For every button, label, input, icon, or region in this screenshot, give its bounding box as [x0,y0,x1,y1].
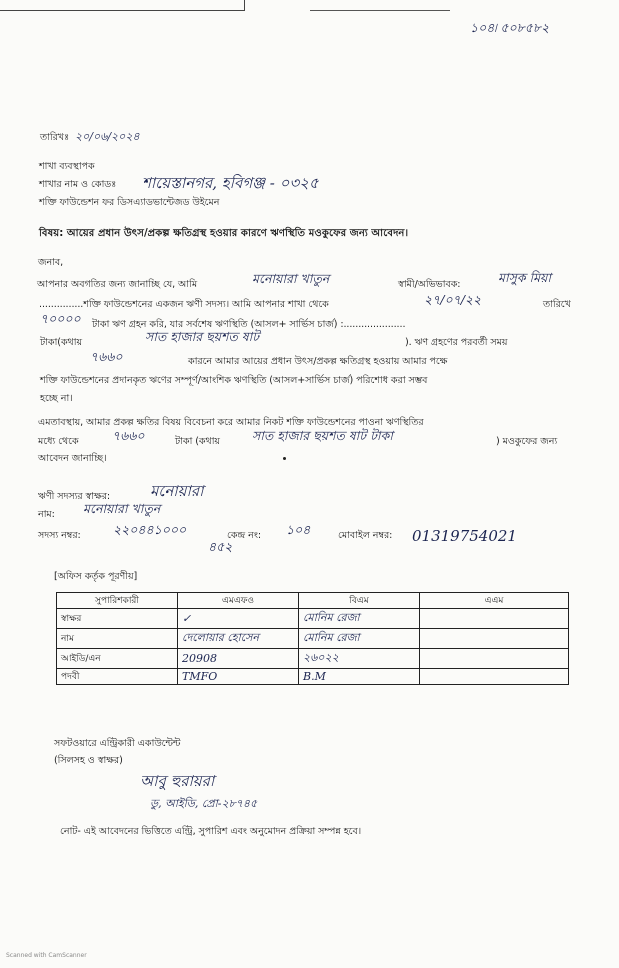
row-label-designation: পদবী [57,669,178,685]
body-p2-line-1: এমতাবস্থায়, আমার প্রকল্প ক্ষতির বিষয় বিবেচনা করে আমার নিকট শক্তি ফাউন্ডেশনের পাওনা ঋণস্থিতির [38,417,424,428]
damage-amount: ৭৬৬০ [90,349,123,364]
am-designation [420,669,569,685]
mfo-signature: ✓ [178,609,299,629]
body-line-3: টাকা ঋণ গ্রহন করি, যার সর্বশেষ ঋণস্থিতি (আসল+ সার্ভিস চার্জ) :..................... [92,319,406,330]
header-recommender: সুপারিশকারী [57,593,178,609]
scanner-watermark: Scanned with CamScanner [6,952,87,959]
member-name: মনোয়ারা খাতুন [83,501,161,516]
body-line-4a: টাকা(কথায় [40,337,83,348]
row-label-signature: স্বাক্ষর [57,609,178,629]
subject-line: বিষয়: আয়ের প্রধান উৎস/প্রকল্প ক্ষতিগ্রস্থ হওয়ার কারণে ঋণস্থিতি মওকুফের জন্য আবেদন। [39,228,409,239]
guardian-name: মাসুক মিয়া [498,270,552,285]
body-p2-line-2b: টাকা (কথায় [175,436,220,447]
body-line-5: কারনে আমার আয়ের প্রধান উৎস/প্রকল্প ক্ষতিগ্রস্থ হওয়ায় আমার পক্ষে [188,356,448,367]
accountant-title: সফটওয়ারে এন্ট্রিকারী একাউন্টেন্ট [54,738,181,749]
footer-note: নোট- এই আবেদনের ভিত্তিতে এন্ট্রি, সুপারিশ এবং অনুমোদন প্রক্রিয়া সম্পন্ন হবে। [60,826,362,837]
salutation: জনাব, [38,257,64,268]
office-section-title: [অফিস কর্তৃক পূরণীয়] [54,571,138,582]
row-label-id: আইডি/এন [57,649,178,669]
recipient-title: শাখা ব্যবস্থাপক [39,161,95,172]
body-line-1b: স্বামী/অভিভাবক: [398,279,461,290]
bm-signature: মোনিম রেজা [299,609,420,629]
member-signature-label: ঋণী সদস্যর স্বাক্ষর: [38,491,111,502]
body-p2-line-2a: মধ্যে থেকে [38,436,79,447]
body-line-1a: আপনার অবগতির জন্য জানাচ্ছি যে, আমি [37,279,198,290]
date-value: ২০/০৬/২০২৪ [75,130,140,143]
kendra-number: ১০৪ [286,522,311,537]
scan-edge-tick [244,0,245,11]
table-row [57,669,569,685]
office-table [56,592,569,685]
branch-label: শাখার নাম ও কোডঃ [39,179,117,190]
table-row [57,629,569,649]
header-bm: বিএম [299,593,420,609]
row-label-name: নাম [57,629,178,649]
branch-value: শায়েস্তানগর, হবিগঞ্জ - ০৩২৫ [142,174,319,192]
date-label: তারিখঃ [40,132,70,143]
header-mfo: এমএফও [178,593,299,609]
header-am: এএম [420,593,569,609]
bm-id: ২৬০২২ [299,649,420,669]
bm-name: মোনিম রেজা [299,629,420,649]
accountant-subtitle: (সিলসহ ও স্বাক্ষর) [54,755,123,766]
applicant-name: মনোয়ারা খাতুন [252,271,330,286]
am-signature [420,609,569,629]
mfo-id: 20908 [178,649,299,669]
body-line-7: হচ্ছে না। [40,393,73,404]
body-line-6: শক্তি ফাউন্ডেশনের প্রদানকৃত ঋণের সম্পূর্ণ/আংশিক ঋণস্থিতি (আসল+সার্ভিস চার্জ) পরিশোধ করা সম্ভব [40,375,428,386]
mfo-designation: TMFO [178,669,299,685]
scan-edge-line [0,10,245,11]
body-p2-line-2c: ) মওকুফের জন্য [496,436,558,447]
body-line-2b: তারিখে [543,299,571,310]
mfo-name: দেলোয়ার হোসেন [178,629,299,649]
member-number-label: সদস্য নম্বর: [38,530,81,541]
scan-edge-line-right [310,10,450,11]
member-name-label: নাম: [38,509,55,520]
kendra-label: কেন্দ্র নং: [227,530,262,541]
ink-dot [283,457,286,460]
table-row [57,649,569,669]
am-id [420,649,569,669]
body-line-4b: ). ঋণ গ্রহণের পরবর্তী সময় [405,337,508,348]
body-p2-line-3: আবেদন জানাচ্ছি। [38,453,107,464]
member-number-extra: ৪৫২ [208,539,233,554]
organization-name: শক্তি ফাউন্ডেশন ফর ডিসএ্যাডভান্টেজড উইমেন [39,197,220,208]
reference-note: ১০৪৷ ৫০৮৫৮২ [470,20,550,35]
accountant-signature: আবু হুরায়রা [140,772,215,790]
waiver-amount: ৭৬৬০ [112,428,145,443]
bm-designation: B.M [299,669,420,685]
balance-in-words: সাত হাজার ছয়শত ষাট [145,329,260,344]
accountant-id: ডু, আইডি, প্রো-২৮৭৪৫ [150,797,258,810]
mobile-label: মোবাইল নম্বর: [338,530,393,541]
member-signature: মনোয়ারা [150,482,204,500]
am-name [420,629,569,649]
table-row [57,609,569,629]
mobile-number: 01319754021 [412,527,517,545]
member-number: ২২০৪৪১০০০ [113,522,187,537]
body-line-2a: ...............শক্তি ফাউন্ডেশনের একজন ঋণী সদস্য। আমি আপনার শাখা থেকে [39,299,329,310]
loan-amount: ৭০০০০ [40,311,81,326]
loan-date: ২৭/০৭/২২ [424,292,482,307]
waiver-in-words: সাত হাজার ছয়শত ষাট টাকা [252,428,393,443]
office-table-header [57,593,569,609]
